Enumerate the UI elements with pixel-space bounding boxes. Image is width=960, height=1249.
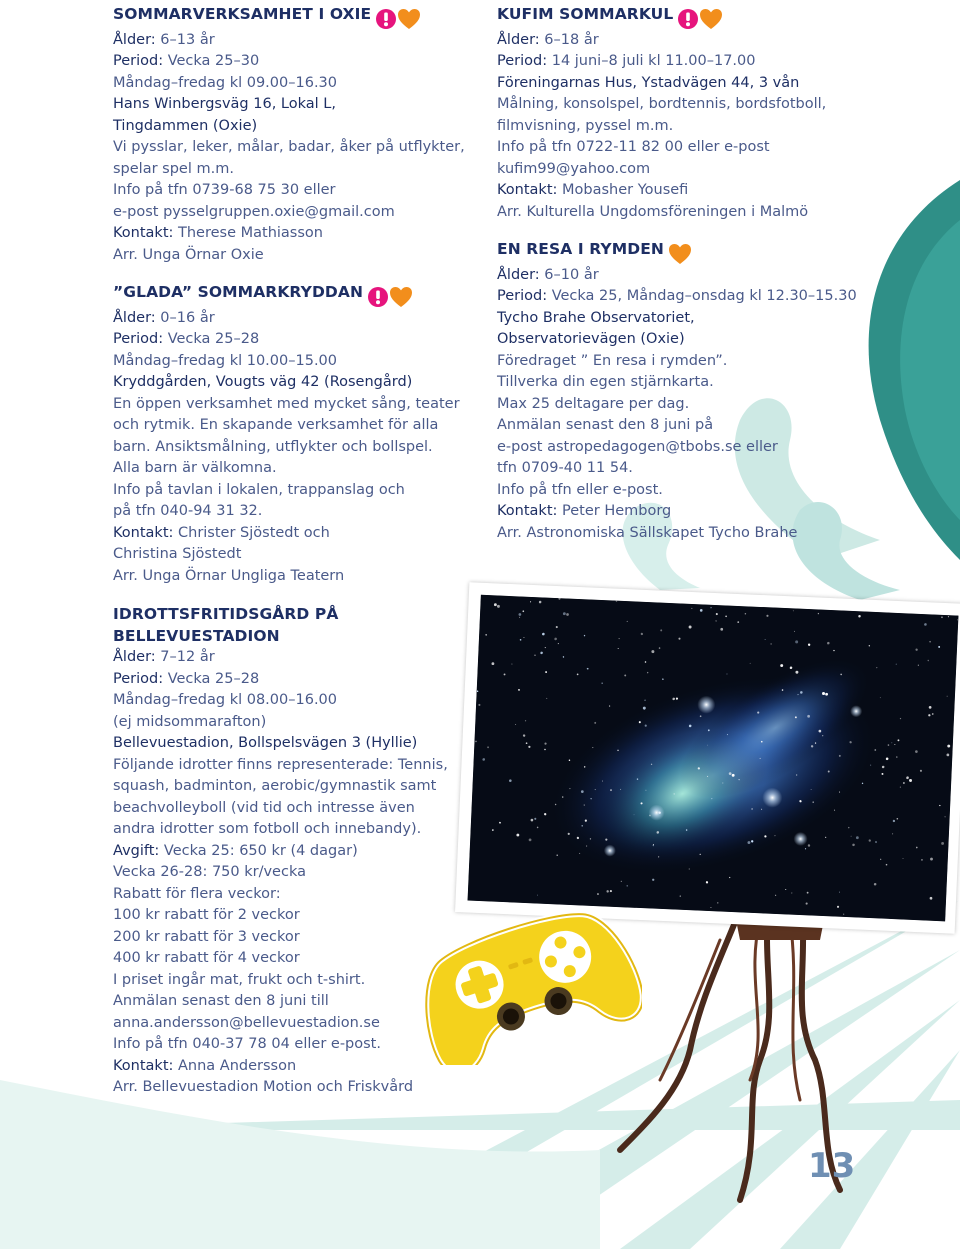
activity-entry (497, 4, 867, 223)
heart-icon (389, 286, 413, 308)
exclamation-icon (677, 8, 699, 30)
activity-entry (113, 604, 463, 1099)
galaxy-photo (468, 595, 959, 922)
age-line: Ålder: 6–10 år (497, 266, 599, 283)
registration-line: Anmälan senast den 8 juni på (497, 417, 714, 433)
address-line: Tingdammen (Oxie) (113, 117, 258, 134)
age-line: Ålder: 6–13 år (113, 31, 215, 48)
time-note-line: (ej midsommarafton) (113, 713, 267, 730)
email-line: anna.andersson@bellevuestadion.se (113, 1014, 380, 1031)
gamepad-icon (412, 905, 642, 1065)
activity-title: IDROTTSFRITIDSGÅRD PÅ (113, 605, 339, 623)
description-line: andra idrotter som fotboll och innebandy). (113, 821, 422, 837)
fee-line: Avgift: Vecka 25: 650 kr (4 dagar) (113, 842, 358, 859)
description-line: Vi pysslar, leker, målar, badar, åker på utflykter, (113, 139, 465, 155)
contact-line: Kontakt: Mobasher Yousefi (497, 182, 689, 198)
description-line: Max 25 deltagare per dag. (497, 395, 690, 412)
discount-line: 100 kr rabatt för 2 veckor (113, 907, 300, 923)
description-line: Alla barn är välkomna. (113, 460, 277, 476)
contact-line: Kontakt: Anna Andersson (113, 1057, 297, 1074)
period-line: Period: 14 juni–8 juli kl 11.00–17.00 (497, 53, 756, 69)
galaxy-image (468, 595, 959, 922)
contact-line: Kontakt: Christer Sjöstedt och (113, 524, 330, 541)
left-bottom-column (113, 604, 463, 1115)
activity-title: SOMMARVERKSAMHET I OXIE (113, 4, 463, 30)
activity-title: BELLEVUESTADION (113, 626, 280, 645)
address-line: Föreningarnas Hus, Ystadvägen 44, 3 vån (497, 74, 800, 91)
description-line: Målning, konsolspel, bordtennis, bordsfotboll, (497, 96, 827, 112)
email-line: kufim99@yahoo.com (497, 160, 651, 177)
address-line: Observatorievägen (Oxie) (497, 331, 685, 347)
time-line: Måndag–fredag kl 08.00–16.00 (113, 692, 338, 708)
heart-icon (699, 8, 723, 30)
description-line: En öppen verksamhet med mycket sång, teater (113, 395, 460, 412)
info-line: Info på tavlan i lokalen, trappanslag och (113, 481, 405, 498)
address-line: Bellevuestadion, Bollspelsvägen 3 (Hyllie) (113, 735, 418, 751)
photo-frame (455, 582, 960, 933)
email-line: e-post astropedagogen@tbobs.se eller (497, 438, 778, 455)
info-line: Info på tfn eller e-post. (497, 481, 663, 498)
description-line: Följande idrotter finns representerade: Tennis, (113, 756, 448, 773)
activity-title: EN RESA I RYMDEN (497, 239, 867, 265)
age-line: Ålder: 7–12 år (113, 649, 215, 665)
exclamation-icon (367, 286, 389, 308)
info-line: på tfn 040-94 31 32. (113, 503, 263, 519)
description-line: spelar spel m.m. (113, 160, 234, 177)
right-column (497, 4, 867, 560)
activity-title: ”GLADA” SOMMARKRYDDAN (113, 282, 463, 308)
page-number: 13 (808, 1146, 856, 1186)
description-line: barn. Ansiktsmålning, utflykter och bollspel. (113, 438, 433, 455)
description-line: beachvolleyboll (vid tid och intresse även (113, 799, 415, 816)
contact-line: Kontakt: Peter Hemborg (497, 503, 672, 519)
time-line: Måndag–fredag kl 10.00–15.00 (113, 352, 338, 369)
time-line: Måndag–fredag kl 09.00–16.30 (113, 74, 338, 91)
description-line: Tillverka din egen stjärnkarta. (497, 374, 714, 390)
description-line: och rytmik. En skapande verksamhet för alla (113, 417, 439, 433)
organizer-line: Arr. Bellevuestadion Motion och Friskvård (113, 1079, 414, 1095)
organizer-line: Arr. Kulturella Ungdomsföreningen i Malmö (497, 203, 809, 220)
organizer-line: Arr. Unga Örnar Oxie (113, 246, 264, 263)
period-line: Period: Vecka 25, Måndag–onsdag kl 12.30–15.30 (497, 288, 857, 304)
description-line: Föredraget ” En resa i rymden”. (497, 352, 728, 369)
discount-line: Rabatt för flera veckor: (113, 885, 281, 902)
email-line: e-post pysselgruppen.oxie@gmail.com (113, 203, 395, 220)
phone-line: tfn 0709-40 11 54. (497, 460, 633, 476)
period-line: Period: Vecka 25–28 (113, 670, 260, 687)
organizer-line: Arr. Astronomiska Sällskapet Tycho Brahe (497, 524, 798, 541)
description-line: squash, badminton, aerobic/gymnastik samt (113, 778, 437, 794)
age-line: Ålder: 6–18 år (497, 31, 599, 48)
period-line: Period: Vecka 25–30 (113, 53, 260, 69)
contact-line: Christina Sjöstedt (113, 546, 242, 562)
activity-entry (113, 282, 463, 587)
age-line: Ålder: 0–16 år (113, 309, 215, 326)
heart-icon (397, 8, 421, 30)
exclamation-icon (375, 8, 397, 30)
address-line: Hans Winbergsväg 16, Lokal L, (113, 96, 336, 112)
left-column (113, 4, 463, 603)
included-line: I priset ingår mat, frukt och t-shirt. (113, 971, 366, 988)
info-line: Info på tfn 040-37 78 04 eller e-post. (113, 1036, 381, 1052)
discount-line: 200 kr rabatt för 3 veckor (113, 928, 300, 945)
address-line: Kryddgården, Vougts väg 42 (Rosengård) (113, 374, 413, 390)
discount-line: 400 kr rabatt för 4 veckor (113, 950, 300, 966)
activity-entry (497, 239, 867, 544)
activity-entry (113, 4, 463, 266)
activity-title: KUFIM SOMMARKUL (497, 4, 867, 30)
description-line: filmvisning, pyssel m.m. (497, 117, 674, 134)
period-line: Period: Vecka 25–28 (113, 331, 260, 347)
fee-line: Vecka 26-28: 750 kr/vecka (113, 864, 306, 880)
address-line: Tycho Brahe Observatoriet, (497, 309, 695, 326)
heart-icon (668, 243, 692, 265)
info-line: Info på tfn 0722-11 82 00 eller e-post (497, 139, 770, 155)
info-line: Info på tfn 0739-68 75 30 eller (113, 182, 336, 198)
organizer-line: Arr. Unga Örnar Ungliga Teatern (113, 567, 345, 584)
registration-line: Anmälan senast den 8 juni till (113, 993, 329, 1009)
contact-line: Kontakt: Therese Mathiasson (113, 225, 323, 241)
